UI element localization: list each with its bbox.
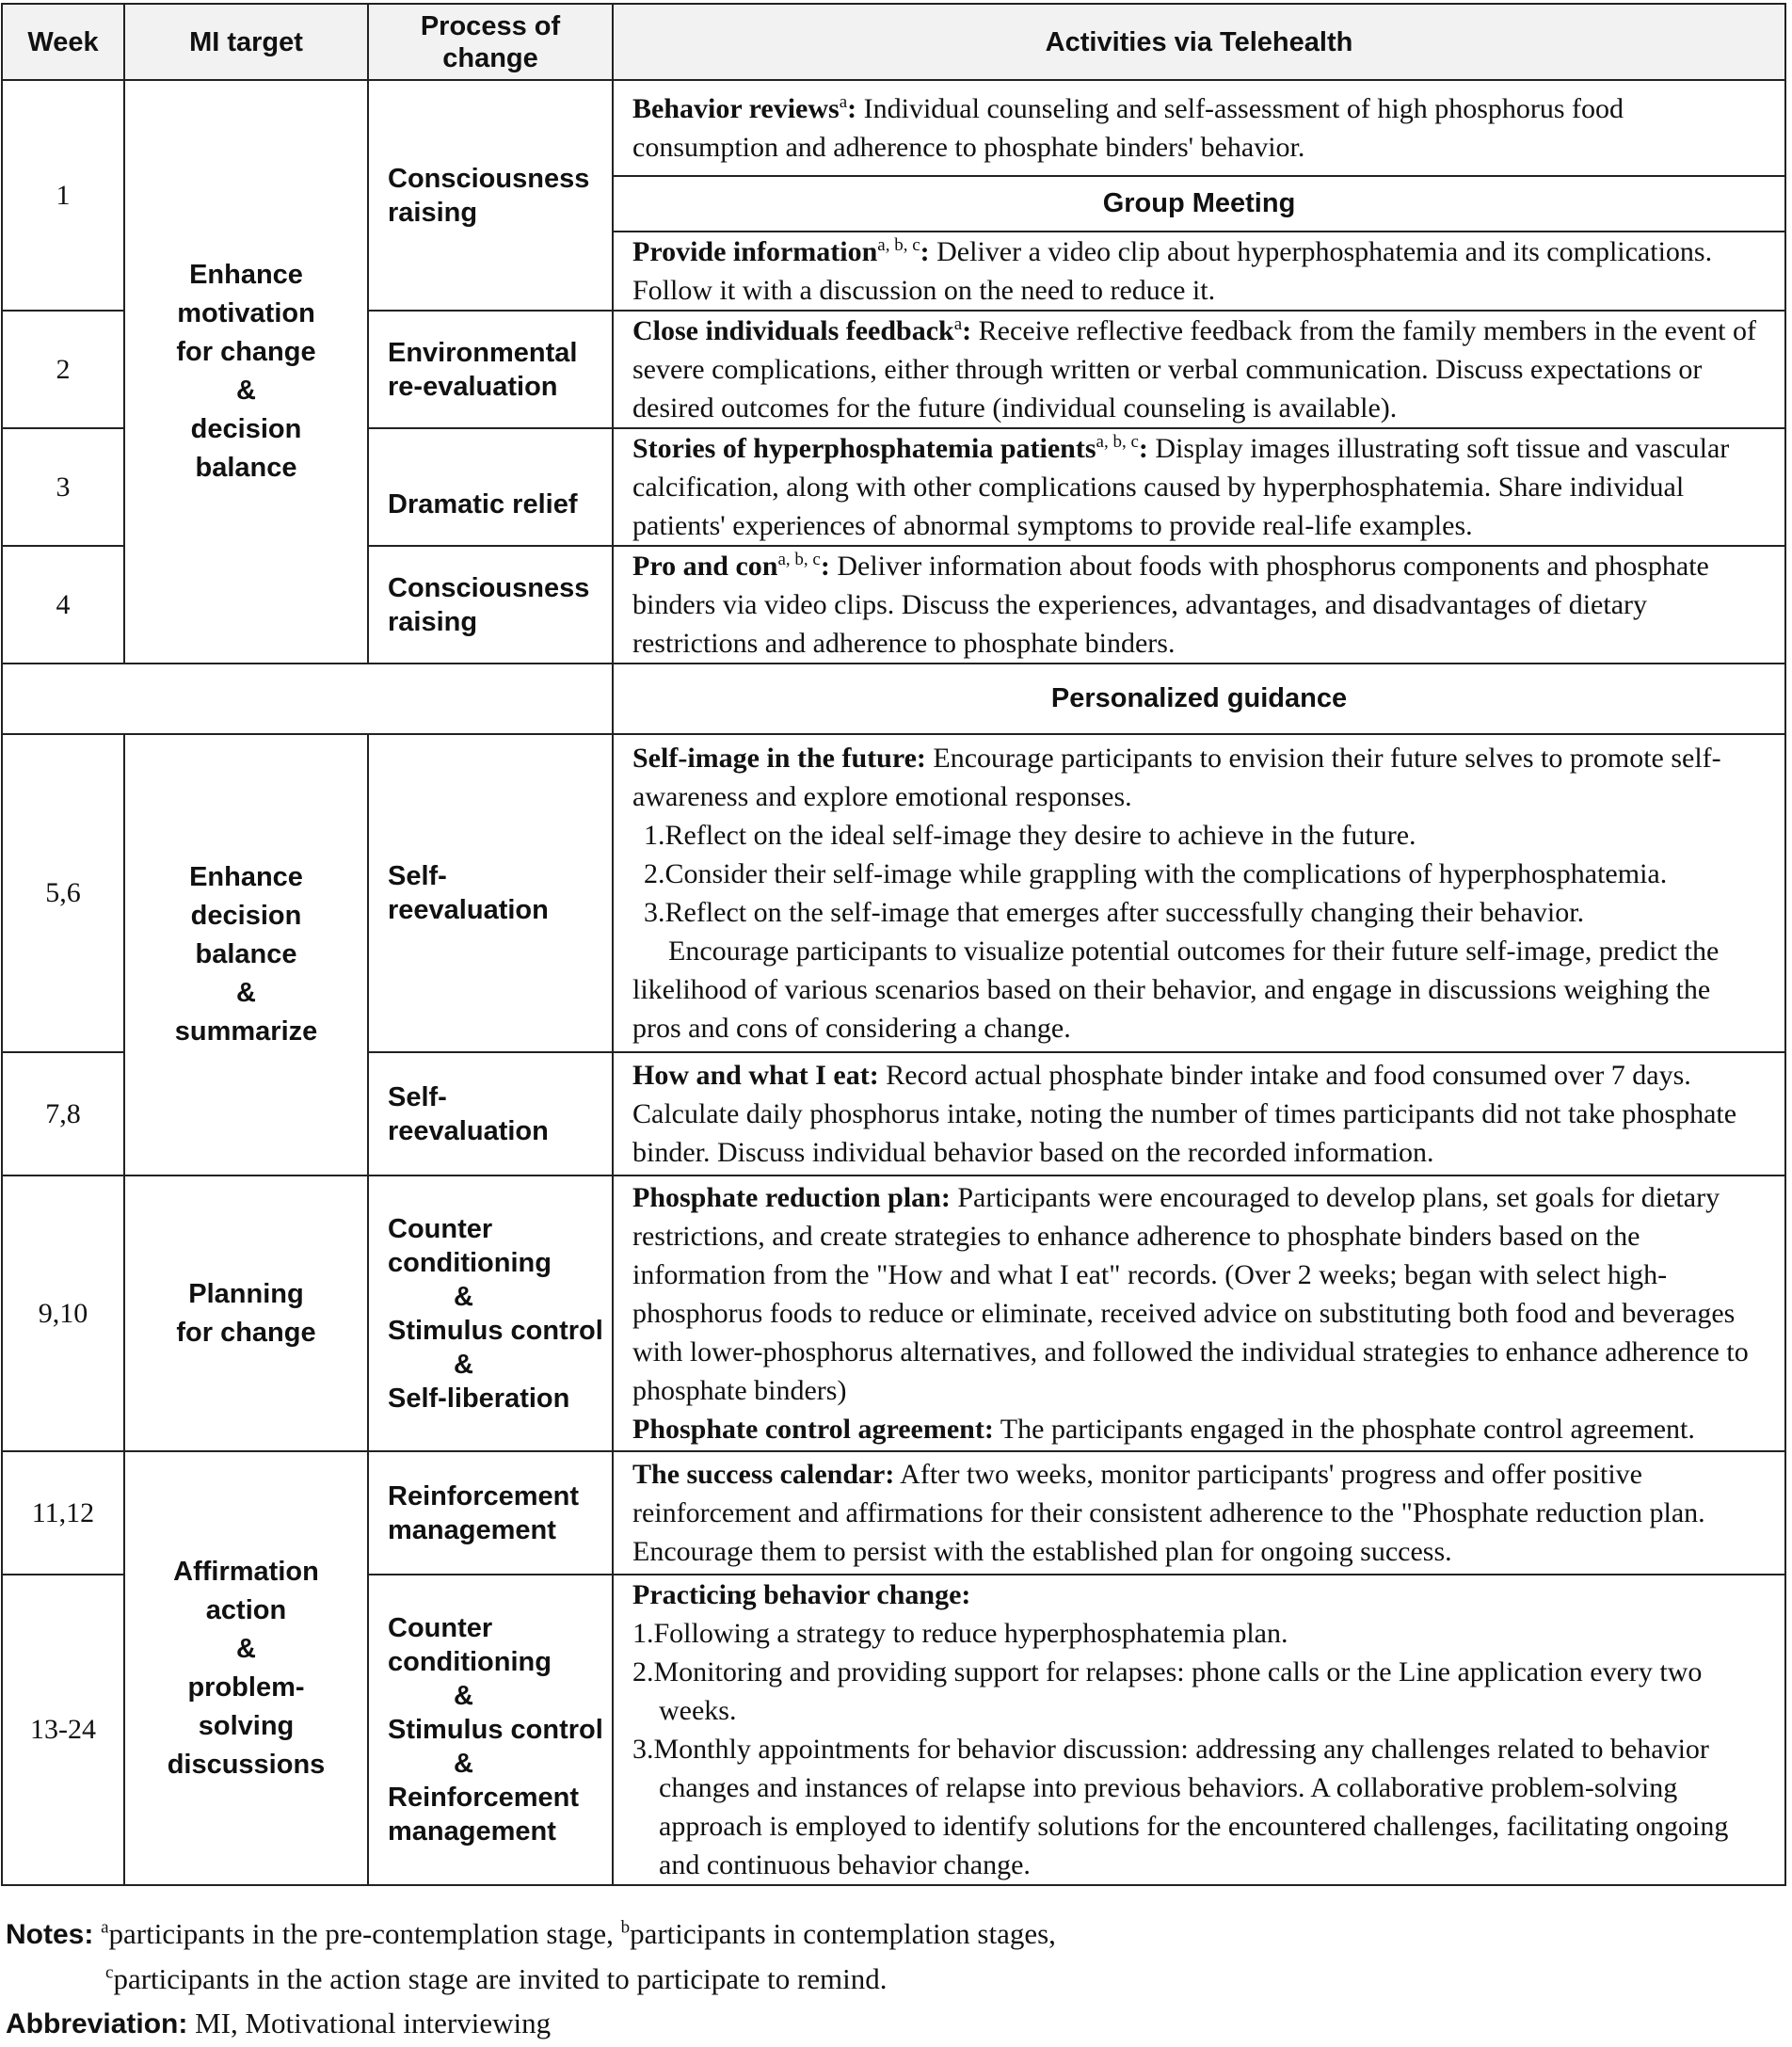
- list-item: 3.Reflect on the self-image that emerges after successfully changing their behavior.: [644, 897, 1585, 928]
- process-cell: [368, 1575, 613, 1885]
- activity-text-2: The participants engaged in the phosphate control agreement.: [993, 1414, 1695, 1445]
- process-cell: [368, 80, 613, 311]
- process-line: Counter: [388, 1213, 493, 1244]
- mi-target-line: &: [236, 978, 256, 1008]
- table-row: [2, 664, 1785, 734]
- week-cell: 3: [2, 428, 124, 546]
- process-cell: [368, 734, 613, 1052]
- mi-target-line: balance: [195, 453, 297, 483]
- header-process: [368, 4, 613, 80]
- note-c: participants in the action stage are invited to participate to remind.: [113, 1962, 888, 1995]
- activity-cell: [613, 311, 1785, 428]
- table-row: [2, 1175, 1785, 1451]
- process-line: &: [454, 1281, 473, 1312]
- activity-text: Receive reflective feedback from the family members in the event of severe complications, either through written or verbal communication. Discuss expectations or desired outcomes for the future (individual counseling is available).: [632, 315, 1756, 424]
- footnote-marker: c: [105, 1962, 114, 1983]
- activity-title: Behavior reviews: [632, 93, 840, 124]
- header-mi-target: MI target: [124, 4, 368, 80]
- week-cell: 11,12: [2, 1451, 124, 1575]
- mi-target-line: Enhance: [189, 862, 303, 892]
- process-line: Reinforcement: [388, 1783, 580, 1813]
- activity-cell: [613, 546, 1785, 664]
- process-line: Self-: [388, 1081, 447, 1112]
- process-line: conditioning: [388, 1247, 552, 1278]
- header-process-label: Process of change: [420, 10, 561, 73]
- list-item: 2.Consider their self-image while grappling with the complications of hyperphosphatemia.: [644, 858, 1668, 889]
- week-cell: 4: [2, 546, 124, 664]
- note-a: participants in the pre-contemplation stage,: [108, 1917, 621, 1950]
- mi-target-line: Enhance: [189, 260, 303, 290]
- abbreviation-text: MI, Motivational interviewing: [187, 2007, 552, 2039]
- process-line: Self-: [388, 861, 447, 891]
- week-cell: 7,8: [2, 1052, 124, 1175]
- process-line: raising: [388, 197, 478, 228]
- process-line: reevaluation: [388, 1115, 549, 1146]
- process-line: &: [454, 1681, 473, 1711]
- activity-title: Stories of hyperphosphatemia patients: [632, 433, 1096, 464]
- colon: :: [1138, 433, 1148, 464]
- activity-text: Participants were encouraged to develop plans, set goals for dietary restrictions, and create strategies to enhance adherence to phosphate binders based on the information from the "How and what I eat" records. (Over 2 weeks; began with select high-phosphorus foods to reduce or eliminate, received advice on substituting both food and beverages with lower-phosphorus alternatives, and followed the individual strategies to enhance adherence to phosphate binders): [632, 1182, 1749, 1406]
- activity-text: Deliver a video clip about hyperphosphatemia and its complications. Follow it with a discussion on the need to reduce it.: [632, 236, 1713, 306]
- process-line: Stimulus control: [388, 1715, 603, 1745]
- footnote-marker: a: [839, 92, 848, 112]
- process-cell: [368, 311, 613, 428]
- process-cell: [368, 428, 613, 546]
- activity-title: Practicing behavior change:: [632, 1579, 971, 1610]
- mi-target-cell: [124, 80, 368, 664]
- activity-cell: [613, 80, 1785, 176]
- process-line: &: [454, 1349, 473, 1380]
- process-line: re-evaluation: [388, 371, 558, 402]
- abbreviation-line: [6, 2001, 1056, 2046]
- activity-closing: Encourage participants to visualize potential outcomes for their future self-image, predict the likelihood of various scenarios based on their behavior, and engage in discussions weighing the pros and cons of considering a change.: [632, 936, 1720, 1044]
- table-row: [2, 80, 1785, 176]
- activity-title-2: Phosphate control agreement:: [632, 1414, 994, 1445]
- activity-cell: [613, 1052, 1785, 1175]
- notes-label: Notes:: [6, 1919, 94, 1950]
- footnote-marker: a: [953, 314, 963, 334]
- mi-target-line: &: [236, 1633, 256, 1664]
- footnote-marker: a, b, c: [777, 550, 821, 569]
- header-activities: Activities via Telehealth: [613, 4, 1785, 80]
- mi-target-line: for change: [176, 1317, 316, 1348]
- process-cell: [368, 1175, 613, 1451]
- activity-title: Pro and con: [632, 551, 778, 582]
- activity-cell: [613, 232, 1785, 311]
- spacer-cell: [2, 664, 613, 734]
- table-row: [2, 734, 1785, 1052]
- mi-target-line: decision: [190, 414, 302, 444]
- activity-cell: [613, 1175, 1785, 1451]
- week-cell: 9,10: [2, 1175, 124, 1451]
- activity-title: Provide information: [632, 236, 878, 267]
- process-cell: [368, 1451, 613, 1575]
- activity-title: Self-image in the future:: [632, 743, 926, 774]
- footnote-marker: a: [101, 1917, 109, 1938]
- process-line: raising: [388, 606, 478, 637]
- activity-text: Individual counseling and self-assessment of high phosphorus food consumption and adherence to phosphate binders' behavior.: [632, 93, 1624, 163]
- process-line: Stimulus control: [388, 1315, 603, 1346]
- process-line: Environmental: [388, 337, 578, 368]
- colon: :: [920, 236, 930, 267]
- mi-target-line: solving: [198, 1710, 295, 1741]
- notes-line-2: [6, 1957, 1056, 2001]
- list-item: 3.Monthly appointments for behavior discussion: addressing any challenges related to behavior changes and instances of relapse into previous behaviors. A collaborative problem-solving approach is employed to identify solutions for the encountered challenges, facilitating ongoing and continuous behavior change.: [632, 1734, 1729, 1880]
- week-cell: 2: [2, 311, 124, 428]
- activity-text: Record actual phosphate binder intake and food consumed over 7 days. Calculate daily phosphorus intake, noting the number of times participants did not take phosphate binder. Discuss individual behavior based on the recorded information.: [632, 1060, 1737, 1168]
- activity-title: How and what I eat:: [632, 1060, 879, 1091]
- header-week: Week: [2, 4, 124, 80]
- personalized-guidance-heading: Personalized guidance: [613, 664, 1785, 734]
- process-cell: [368, 546, 613, 664]
- activity-title: Close individuals feedback: [632, 315, 954, 346]
- process-line: conditioning: [388, 1647, 552, 1677]
- header-row: [2, 4, 1785, 80]
- footnote-marker: b: [620, 1917, 631, 1938]
- colon: :: [820, 551, 830, 582]
- mi-target-line: action: [205, 1594, 287, 1625]
- process-line: Consciousness: [388, 163, 590, 194]
- note-b: participants in contemplation stages,: [630, 1917, 1056, 1950]
- mi-target-1: [125, 256, 367, 488]
- footnote-marker: a, b, c: [1096, 432, 1139, 452]
- activity-title: The success calendar:: [632, 1459, 895, 1490]
- process-line: Counter: [388, 1613, 493, 1643]
- activity-text: Encourage participants to envision their future selves to promote self-awareness and explore emotional responses.: [632, 743, 1721, 812]
- table-row: [2, 1451, 1785, 1575]
- group-meeting-heading: Group Meeting: [613, 176, 1785, 232]
- mi-target-line: Planning: [188, 1278, 304, 1309]
- activity-text: Deliver information about foods with phosphorus components and phosphate binders via video clips. Discuss the experiences, advantages, and disadvantages of dietary restrictions and adherence to phosphate binders.: [632, 551, 1709, 659]
- list-item: 1.Reflect on the ideal self-image they desire to achieve in the future.: [644, 820, 1416, 851]
- process-cell: [368, 1052, 613, 1175]
- activity-cell: [613, 428, 1785, 546]
- process-line: Reinforcement: [388, 1480, 580, 1511]
- week-cell: 1: [2, 80, 124, 311]
- activity-title: Phosphate reduction plan:: [632, 1182, 951, 1213]
- abbreviation-label: Abbreviation:: [6, 2008, 188, 2039]
- colon: :: [962, 315, 972, 346]
- mi-target-cell: [124, 1175, 368, 1451]
- colon: :: [847, 93, 857, 124]
- intervention-table: [1, 3, 1786, 1886]
- activity-cell: [613, 734, 1785, 1052]
- activity-cell: [613, 1451, 1785, 1575]
- mi-target-line: &: [236, 376, 256, 406]
- footnote-marker: a, b, c: [877, 235, 920, 255]
- mi-target-line: motivation: [177, 298, 315, 328]
- activity-text: After two weeks, monitor participants' progress and offer positive reinforcement and affirmations for their consistent adherence to the "Phosphate reduction plan. Encourage them to persist with the established plan for ongoing success.: [632, 1459, 1705, 1567]
- process-line: Self-liberation: [388, 1383, 570, 1414]
- mi-target-line: summarize: [174, 1016, 318, 1047]
- process-line: reevaluation: [388, 895, 549, 925]
- week-cell: 5,6: [2, 734, 124, 1052]
- notes-line-1: [6, 1911, 1056, 1957]
- mi-target-line: for change: [176, 337, 316, 367]
- mi-target-line: discussions: [167, 1749, 326, 1780]
- mi-target-cell: [124, 1451, 368, 1885]
- process-line: Consciousness: [388, 572, 590, 603]
- list-item: 2.Monitoring and providing support for relapses: phone calls or the Line application every two weeks.: [632, 1656, 1703, 1726]
- mi-target-cell: [124, 734, 368, 1175]
- mi-target-line: decision: [190, 901, 302, 931]
- mi-target-line: Affirmation: [173, 1556, 319, 1587]
- table-notes: [6, 1911, 1056, 2046]
- week-cell: 13-24: [2, 1575, 124, 1885]
- process-line: &: [454, 1749, 473, 1779]
- mi-target-line: balance: [195, 939, 297, 969]
- activity-text: Display images illustrating soft tissue and vascular calcification, along with other complications caused by hyperphosphatemia. Share individual patients' experiences of abnormal symptoms to provide real-life examples.: [632, 433, 1730, 541]
- list-item: 1.Following a strategy to reduce hyperphosphatemia plan.: [632, 1618, 1288, 1649]
- process-line: management: [388, 1816, 556, 1847]
- mi-target-line: problem-: [187, 1671, 305, 1703]
- process-line: Dramatic relief: [388, 488, 578, 520]
- activity-cell: [613, 1575, 1785, 1885]
- process-line: management: [388, 1514, 556, 1545]
